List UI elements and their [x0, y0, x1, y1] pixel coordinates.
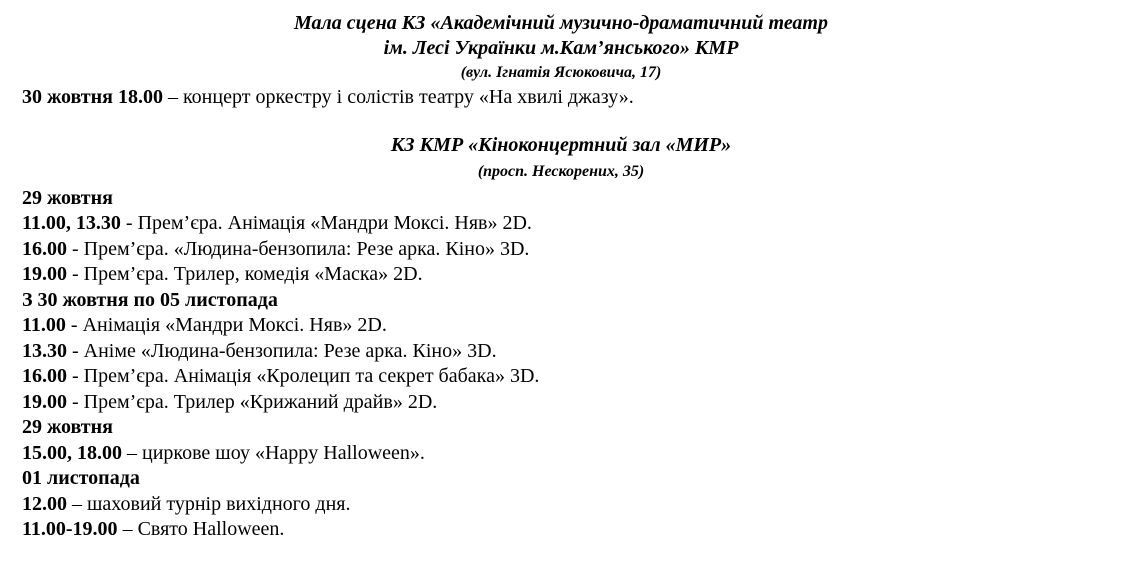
- schedule-desc: - Анімація «Мандри Моксі. Няв» 2D.: [65, 314, 387, 336]
- schedule-time: 16.00: [22, 237, 67, 260]
- schedule-item: [22, 313, 1100, 339]
- date-heading: 29 жовтня: [22, 186, 113, 209]
- schedule-item: [22, 492, 1100, 518]
- schedule-desc: - Прем’єра. Трилер, комедія «Маска» 2D.: [67, 263, 423, 285]
- schedule-item: [22, 390, 1100, 416]
- date-heading: З 30 жовтня по 05 листопада: [22, 288, 278, 311]
- schedule-item: [22, 237, 1100, 263]
- schedule-item: [22, 517, 1100, 543]
- schedule-item: [22, 262, 1100, 288]
- schedule-desc: - Прем’єра. Анімація «Мандри Моксі. Няв» 2D.: [120, 212, 532, 234]
- venue2-title: КЗ КМР «Кіноконцертний зал «МИР»: [390, 133, 732, 156]
- schedule-item: [22, 441, 1100, 467]
- schedule-desc: - Прем’єра. «Людина-бензопила: Резе арка. Кіно» 3D.: [67, 237, 530, 260]
- schedule-desc: - Аніме «Людина-бензопила: Резе арка. Кіно» 3D.: [67, 339, 497, 362]
- schedule-time: 11.00, 13.30: [22, 212, 121, 234]
- venue1-address: (вул. Ігнатія Ясюковича, 17): [460, 64, 662, 81]
- event-time: 30 жовтня 18.00: [22, 86, 163, 108]
- date-heading: 01 листопада: [22, 467, 140, 489]
- schedule-time: 16.00: [22, 365, 67, 387]
- venue2-address: (просп. Нескорених, 35): [477, 162, 645, 180]
- schedule-item: [22, 364, 1100, 390]
- schedule-desc: – циркове шоу «Happy Halloween».: [122, 441, 425, 464]
- schedule-desc: – шаховий турнір вихідного дня.: [67, 492, 351, 515]
- schedule-time: 11.00: [22, 314, 66, 336]
- schedule-item: [22, 339, 1100, 365]
- schedule-time: 11.00-19.00: [22, 518, 118, 540]
- schedule-time: 12.00: [22, 492, 67, 515]
- venue1-title-line1: Мала сцена КЗ «Академічний музично-драматичний театр: [294, 12, 828, 34]
- document-body: [22, 11, 1100, 543]
- venue1-title-line2: ім. Лесі Українки м.Кам’янського» КМР: [383, 37, 739, 59]
- schedule-time: 15.00, 18.00: [22, 441, 122, 464]
- schedule-desc: - Прем’єра. Анімація «Кролецип та секрет бабака» 3D.: [67, 365, 540, 387]
- schedule-desc: – Свято Halloween.: [117, 518, 285, 540]
- schedule-item: [22, 211, 1100, 237]
- schedule-time: 13.30: [22, 339, 67, 362]
- schedule-time: 19.00: [22, 263, 67, 285]
- event-line: [22, 85, 1100, 111]
- schedule-time: 19.00: [22, 390, 67, 413]
- date-heading: 29 жовтня: [22, 416, 113, 438]
- schedule-desc: - Прем’єра. Трилер «Крижаний драйв» 2D.: [67, 390, 438, 413]
- event-desc: – концерт оркестру і солістів театру «На хвилі джазу».: [162, 86, 634, 108]
